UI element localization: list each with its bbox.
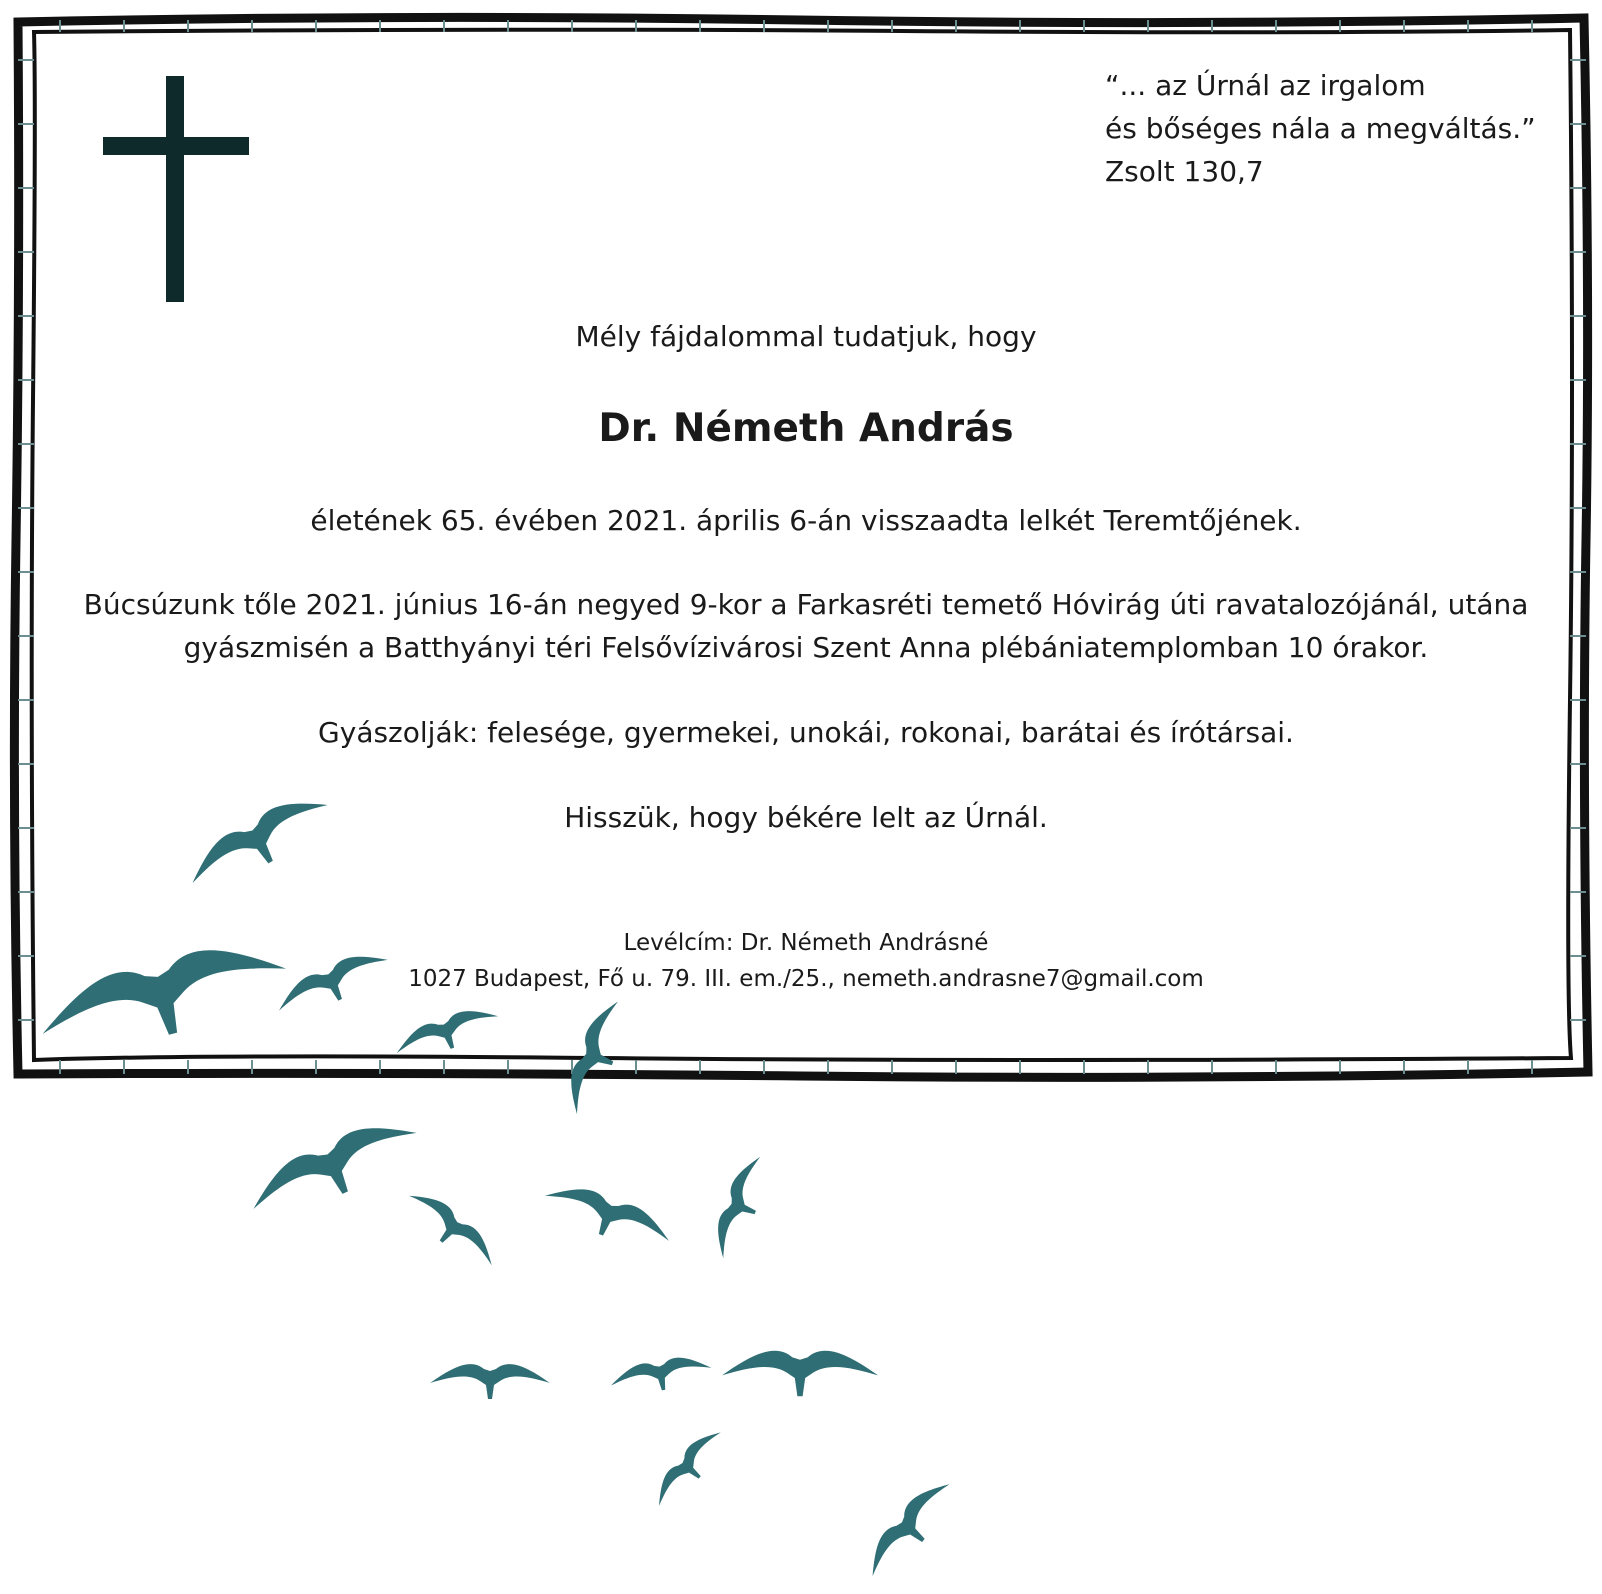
quote-line-2: és bőséges nála a megváltás.” (1105, 112, 1536, 145)
seagull-icon (539, 1176, 676, 1257)
seagull-icon (400, 1183, 503, 1276)
seagull-icon (647, 1423, 730, 1514)
seagull-icon (32, 930, 294, 1066)
address-line: 1027 Budapest, Fő u. 79. III. em./25., nemeth.andrasne7@gmail.com (408, 966, 1204, 992)
seagull-icon (391, 1000, 503, 1066)
seagull-icon (242, 1107, 427, 1231)
intro-text: Mély fájdalommal tudatjuk, hogy (575, 320, 1037, 353)
closing-text: Hisszük, hogy békére lelt az Úrnál. (564, 801, 1048, 834)
seagull-icon (608, 1352, 714, 1399)
quote-reference: Zsolt 130,7 (1105, 155, 1264, 188)
seagull-icon (271, 943, 395, 1025)
death-statement: életének 65. évében 2021. április 6-án visszaadta lelkét Teremtőjének. (310, 504, 1302, 537)
deceased-name: Dr. Németh András (598, 406, 1014, 451)
quote-line-1: “... az Úrnál az irgalom (1105, 69, 1426, 102)
seagull-icon (858, 1472, 962, 1586)
seagull-icon (430, 1364, 550, 1399)
seagull-icon (559, 995, 633, 1120)
seagull-icon (707, 1151, 773, 1263)
farewell-line-2: gyászmisén a Batthyányi téri Felsővízivárosi Szent Anna plébániatemplomban 10 órakor. (183, 631, 1429, 664)
seagull-icon (180, 784, 338, 901)
farewell-line-1: Búcsúzunk tőle 2021. június 16-án negyed 9-kor a Farkasréti temető Hóvirág úti ravatalozójánál, utána (83, 588, 1529, 621)
address-label: Levélcím: Dr. Németh Andrásné (623, 930, 989, 956)
mourners-text: Gyászolják: felesége, gyermekei, unokái, rokonai, barátai és írótársai. (318, 716, 1294, 749)
seagull-icon (722, 1351, 878, 1396)
